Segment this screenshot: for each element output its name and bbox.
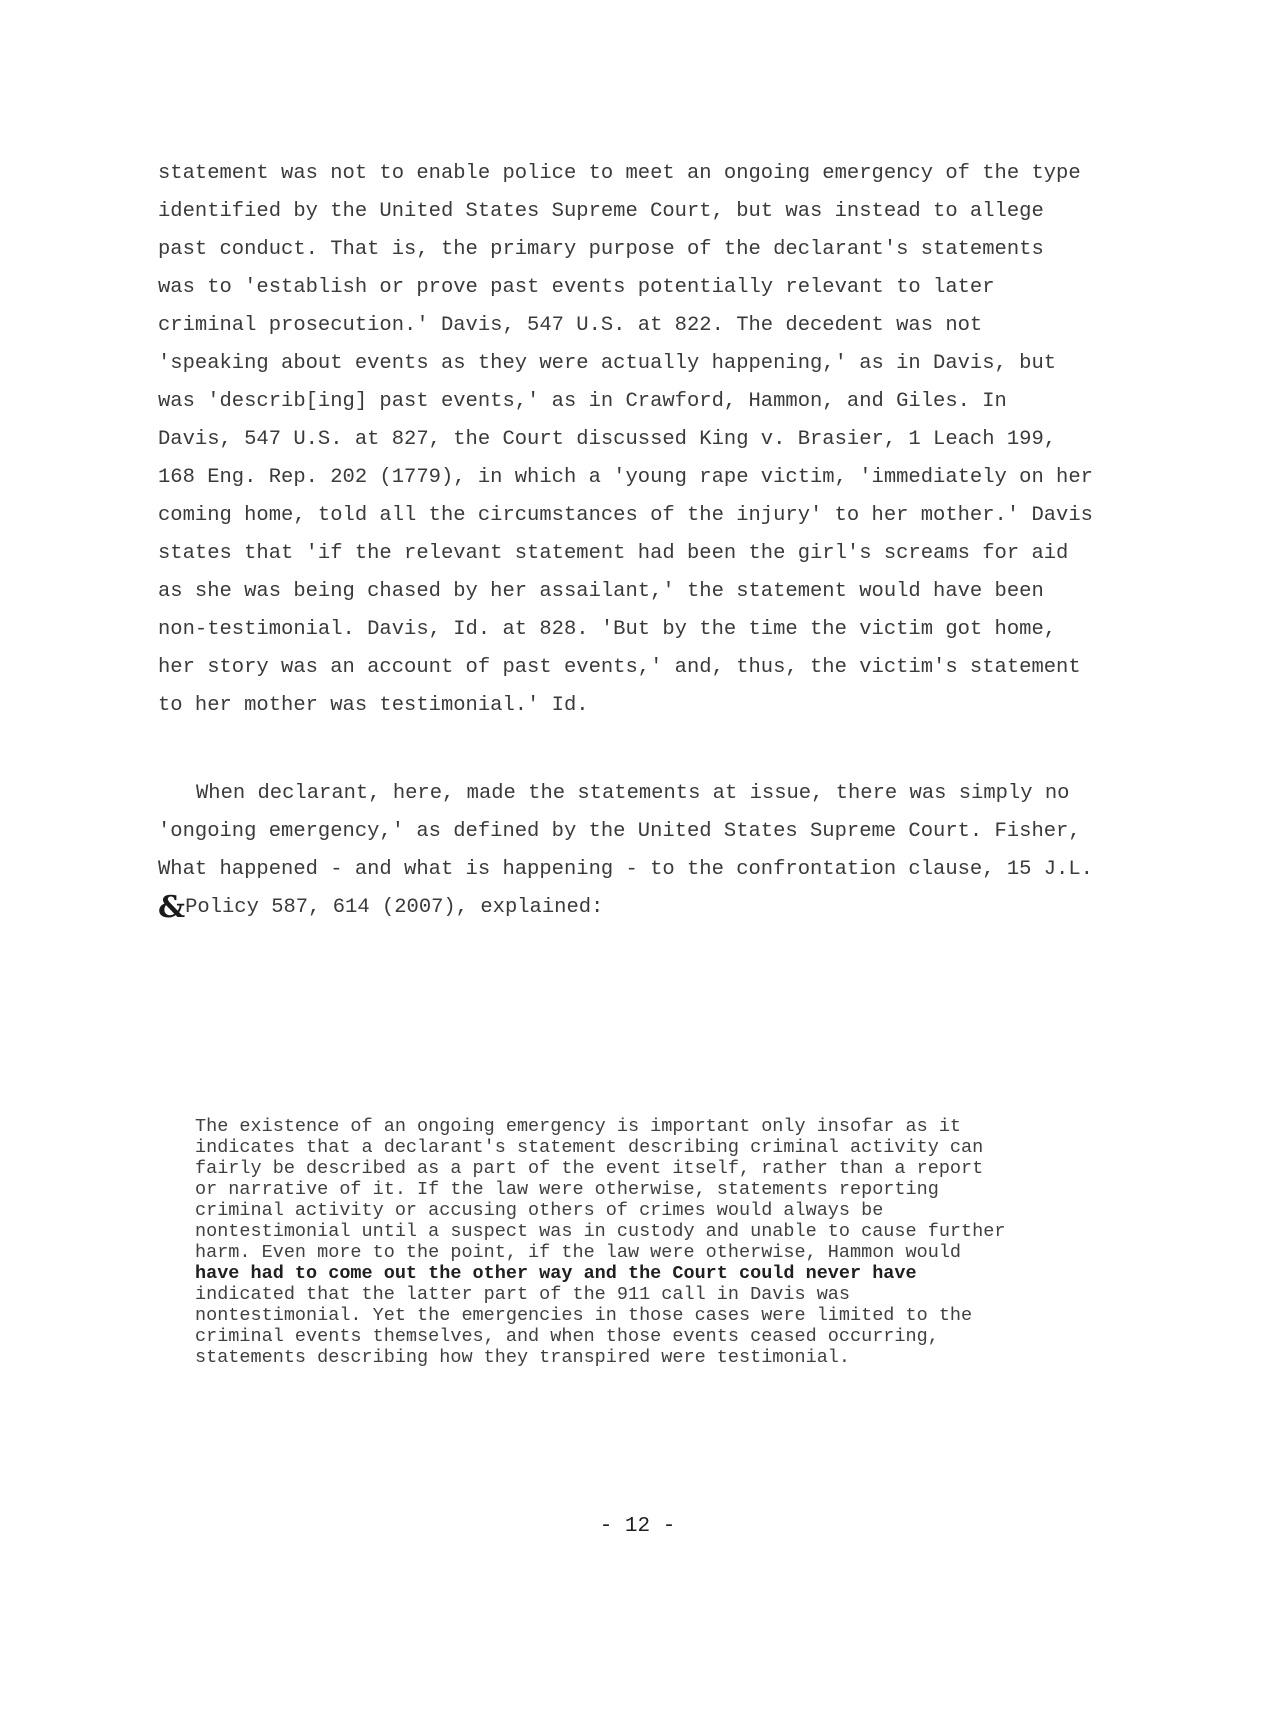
- text-line: & Policy 587, 614 (2007), explained:: [158, 890, 604, 925]
- text-line: statement was not to enable police to meet an ongoing emergency of the type: [158, 162, 1081, 185]
- text-line: identified by the United States Supreme Court, but was instead to allege: [158, 200, 1044, 223]
- quote-line: nontestimonial. Yet the emergencies in those cases were limited to the: [195, 1305, 973, 1326]
- text-line: Davis, 547 U.S. at 827, the Court discussed King v. Brasier, 1 Leach 199,: [158, 428, 1057, 451]
- quote-line: criminal activity or accusing others of crimes would always be: [195, 1200, 884, 1221]
- text-line: 'ongoing emergency,' as defined by the United States Supreme Court. Fisher,: [158, 820, 1081, 843]
- quote-line: statements describing how they transpired were testimonial.: [195, 1347, 851, 1368]
- text-line: past conduct. That is, the primary purpose of the declarant's statements: [158, 238, 1044, 261]
- quote-line: The existence of an ongoing emergency is important only insofar as it: [195, 1116, 962, 1137]
- text-line: coming home, told all the circumstances of the injury' to her mother.' Davis: [158, 504, 1093, 527]
- text-line: her story was an account of past events,' and, thus, the victim's statement: [158, 656, 1081, 679]
- quote-line: criminal events themselves, and when those events ceased occurring,: [195, 1326, 939, 1347]
- quote-line: nontestimonial until a suspect was in custody and unable to cause further: [195, 1221, 1006, 1242]
- text-line: When declarant, here, made the statements at issue, there was simply no: [196, 782, 1070, 805]
- text-line: 'speaking about events as they were actually happening,' as in Davis, but: [158, 352, 1057, 375]
- text-line: criminal prosecution.' Davis, 547 U.S. at 822. The decedent was not: [158, 314, 983, 337]
- paragraph-2: [158, 775, 1104, 927]
- page-number: - 12 -: [599, 1515, 676, 1538]
- paragraph-1: [158, 155, 1104, 725]
- text-line: 168 Eng. Rep. 202 (1779), in which a 'young rape victim, 'immediately on her: [158, 466, 1093, 489]
- quote-line: have had to come out the other way and the Court could never have: [195, 1263, 917, 1284]
- text-line: states that 'if the relevant statement had been the girl's screams for aid: [158, 542, 1069, 565]
- ampersand-glyph: &: [158, 890, 186, 925]
- quote-line: indicated that the latter part of the 911 call in Davis was: [195, 1284, 851, 1305]
- text-line: as she was being chased by her assailant,' the statement would have been: [158, 580, 1044, 603]
- text-line: was to 'establish or prove past events potentially relevant to later: [158, 276, 995, 299]
- text-line: What happened - and what is happening - to the confrontation clause, 15 J.L.: [158, 858, 1093, 881]
- text-line: non-testimonial. Davis, Id. at 828. 'But by the time the victim got home,: [158, 618, 1057, 641]
- quote-line: indicates that a declarant's statement describing criminal activity can: [195, 1137, 984, 1158]
- quote-line: fairly be described as a part of the event itself, rather than a report: [195, 1158, 984, 1179]
- quote-line: harm. Even more to the point, if the law were otherwise, Hammon would: [195, 1242, 962, 1263]
- quote-line: or narrative of it. If the law were otherwise, statements reporting: [195, 1179, 939, 1200]
- text-line: to her mother was testimonial.' Id.: [158, 694, 589, 717]
- block-quote: [195, 1116, 1105, 1368]
- text-line: was 'describ[ing] past events,' as in Crawford, Hammon, and Giles. In: [158, 390, 1007, 413]
